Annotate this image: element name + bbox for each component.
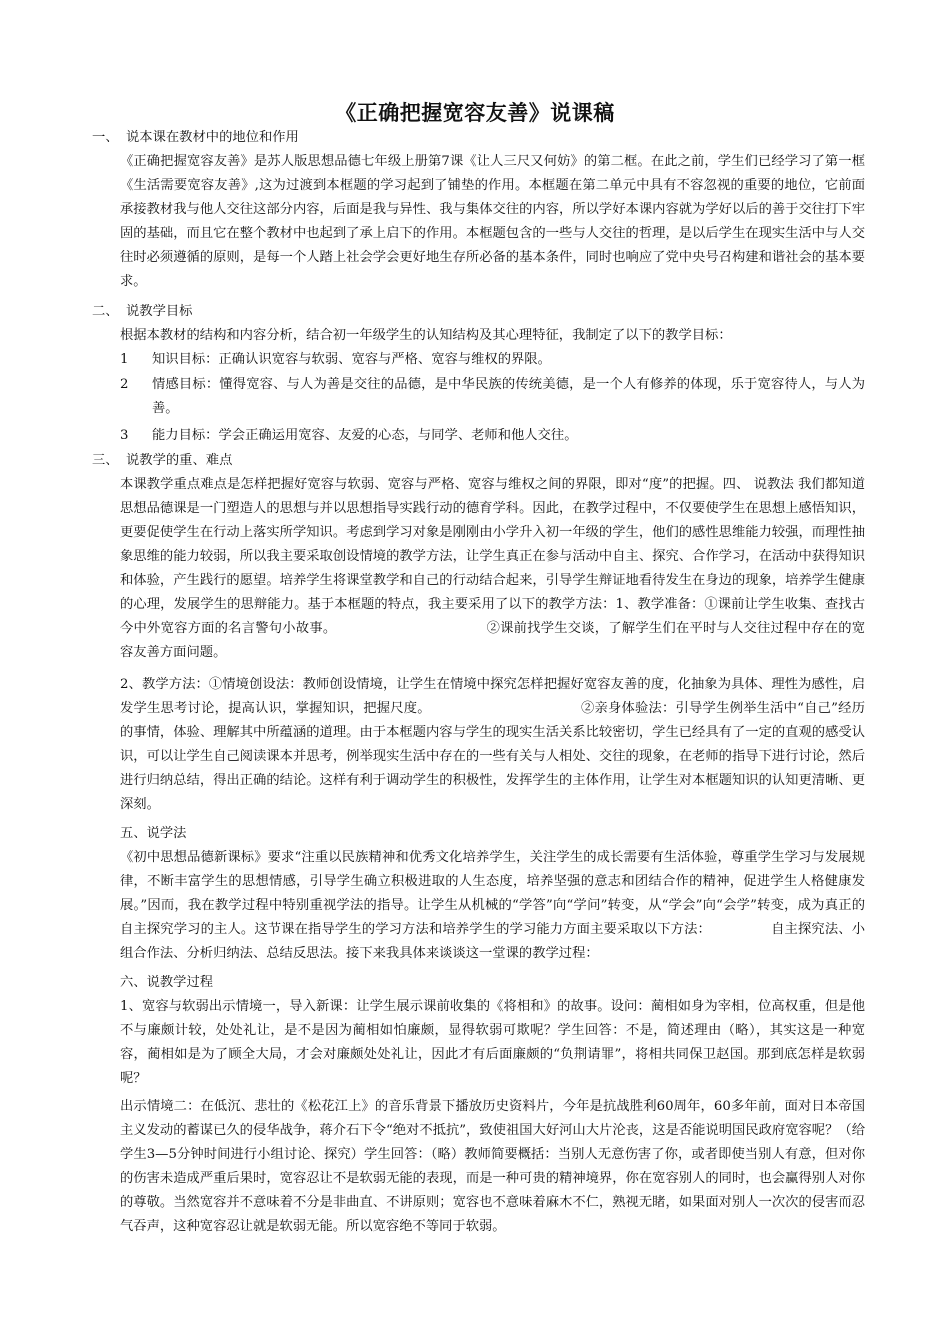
- goal-item-1-text: 知识目标：正确认识宽容与软弱、宽容与严格、宽容与维权的界限。: [152, 352, 551, 367]
- goal-item-2: [120, 373, 865, 421]
- section-5-heading: 五、说学法: [120, 826, 187, 841]
- goal-item-3-number: 3: [120, 428, 129, 443]
- goal-item-3: [120, 424, 865, 448]
- section-3-heading: [92, 449, 232, 473]
- section-5-body: [120, 846, 865, 966]
- section-6-para-1: 1、宽容与软弱出示情境一，导入新课：让学生展示课前收集的《将相和》的故事。设问：蔺相如身为宰相，位高权重，但是他不与廉颇计较，处处礼让，是不是因为蔺相如怕廉颇，显得软弱可欺呢？学生回答：不是，简述理由（略），其实这是一种宽容，蔺相如是为了顾全大局，才会对廉颇处处礼让，因此才有后面廉颇的“负荆请罪”，将相共同保卫赵国。那到底怎样是软弱呢？: [120, 999, 865, 1086]
- goal-item-2-number: 2: [120, 377, 129, 392]
- section-3-title: 说教学的重、难点: [126, 453, 233, 468]
- section-3-method-2: ②亲身体验法：引导学生例举生活中“自己”经历的事情，体验、理解其中所蕴涵的道理。由于本框题内容与学生的现实生活关系比较密切，学生已经具有了一定的直观的感受认识，可以让学生自己阅读课本并思考，例举现实生活中存在的一些有关与人相处、交往的现象，在老师的指导下进行讨论，然后进行归纳总结，得出正确的结论。这样有利于调动学生的积极性，发挥学生的主体作用，让学生对本框题知识的认知更清晰、更深刻。: [120, 701, 865, 812]
- section-6-para-2: 出示情境二：在低沉、悲壮的《松花江上》的音乐背景下播放历史资料片，今年是抗战胜利60周年，60多年前，面对日本帝国主义发动的蓄谋已久的侵华战争，蒋介石下令“绝对不抵抗”，致使祖国大好河山大片沦丧，这是否能说明国民政府宽容呢？（给学生3—5分钟时间进行小组讨论、探究）学生回答：（略）教师简要概括：当别人无意伤害了你，或者即使当别人有意，但对你的伤害未造成严重后果时，宽容忍让不是软弱无能的表现，而是一种可贵的精神境界，你在宽容别人的同时，也会赢得别人对你的尊敬。当然宽容并不意味着不分是非曲直、不讲原则；宽容也不意味着麻木不仁，熟视无睹，如果面对别人一次次的侵害而忍气吞声，这种宽容忍让就是软弱无能。所以宽容绝不等同于软弱。: [120, 1099, 865, 1234]
- goal-item-1: [120, 348, 865, 372]
- section-6-heading: 六、说教学过程: [120, 975, 214, 990]
- section-2-title: 说教学目标: [126, 304, 193, 319]
- goal-item-1-number: 1: [120, 352, 129, 367]
- goal-item-2-text: 情感目标：懂得宽容、与人为善是交往的品德，是中华民族的传统美德，是一个人有修养的体现，乐于宽容待人，与人为善。: [152, 377, 865, 416]
- section-3-body-b: [120, 673, 865, 817]
- section-2-intro: 根据本教材的结构和内容分析，结合初一年级学生的认知结构及其心理特征，我制定了以下的教学目标：: [120, 328, 732, 343]
- section-3-number: 三、: [92, 453, 119, 468]
- section-2-number: 二、: [92, 304, 119, 319]
- goal-item-3-text: 能力目标：学会正确运用宽容、友爱的心态，与同学、老师和他人交往。: [152, 428, 578, 443]
- section-5-text-b: 自主探究法、小组合作法、分析归纳法、总结反思法。接下来我具体来谈谈这一堂课的教学过程：: [120, 922, 866, 961]
- section-3-text-b: 2、教学方法：①情境创设法：教师创设情境，让学生在情境中探究怎样把握好宽容友善的度，化抽象为具体、理性为感性，启发学生思考讨论，提高认识，掌握知识，把握尺度。: [120, 677, 865, 716]
- section-5-text-a: 《初中思想品德新课标》要求“注重以民族精神和优秀文化培养学生，关注学生的成长需要有生活体验，尊重学生学习与发展规律，不断丰富学生的思想情感，引导学生确立积极进取的人生态度，培养坚强的意志和团结合作的精神，促进学生人格健康发展。”因而，我在教学过程中特别重视学法的指导。让学生从机械的“学答”向“学问”转变，从“学会”向“会学”转变，成为真正的自主探究学习的主人。这节课在指导学生的学习方法和培养学生的学习能力方面主要采取以下方法：: [120, 850, 865, 937]
- section-2-heading: [92, 300, 192, 324]
- section-1-heading: [92, 126, 299, 150]
- section-1-body: 《正确把握宽容友善》是苏人版思想品德七年级上册第7课《让人三尺又何妨》的第二框。在此之前，学生们已经学习了第一框《生活需要宽容友善》,这为过渡到本框题的学习起到了铺垫的作用。本框题在第二单元中具有不容忽视的重要的地位，它前面承接教材我与他人交往这部分内容，后面是我与异性、我与集体交往的内容，所以学好本课内容就为学好以后的善于交往打下牢固的基础，而且它在整个教材中也起到了承上启下的作用。本框题包含的一些与人交往的哲理，是以后学生在现实生活中与人交往时必须遵循的原则，是每一个人踏上社会学会更好地生存所必备的基本条件，同时也响应了党中央号召构建和谐社会的基本要求。: [120, 154, 865, 289]
- section-3-text-a: 本课教学重点难点是怎样把握好宽容与软弱、宽容与严格、宽容与维权之间的界限，即对“度”的把握。四、 说教法 我们都知道思想品德课是一门塑造人的思想与并以思想指导实践行动的德育学科。因此，在教学过程中，不仅要使学生在思想上感悟知识，更要促使学生在行动上落实所学知识。考虑到学习对象是刚刚由小学升入初一年级的学生，他们的感性思维能力较强，而理性抽象思维的能力较弱，所以我主要采取创设情境的教学方法，让学生真正在参与活动中自主、探究、合作学习，在活动中获得知识和体验，产生践行的愿望。培养学生将课堂教学和自己的行动结合起来，引导学生辩证地看待发生在身边的现象，培养学生健康的心理，发展学生的思辩能力。基于本框题的特点，我主要采用了以下的教学方法：1、教学准备：①课前让学生收集、查找古今中外宽容方面的名言警句小故事。: [120, 477, 865, 636]
- document-title: 《正确把握宽容友善》说课稿: [335, 100, 615, 125]
- section-1-number: 一、: [92, 130, 119, 145]
- section-3-prep-2: ②课前找学生交谈，了解学生们在平时与人交往过程中存在的宽容友善方面问题。: [120, 621, 866, 660]
- section-1-title: 说本课在教材中的地位和作用: [126, 130, 299, 145]
- section-3-body-a: [120, 473, 865, 665]
